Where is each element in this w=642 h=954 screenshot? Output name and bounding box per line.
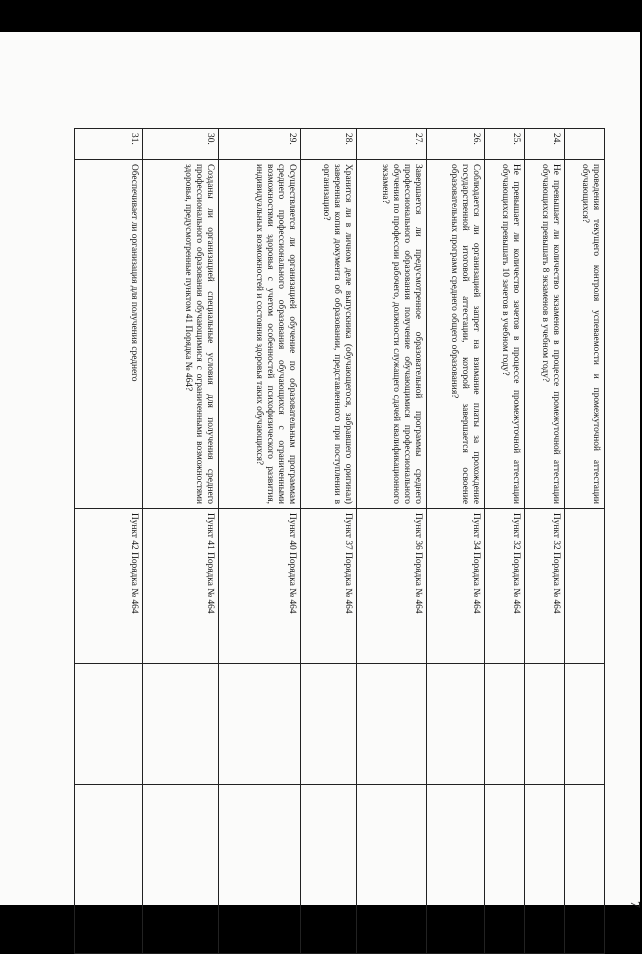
row-question: Созданы ли организацией специальные условия для получения среднего профессионального образования обучающимися с ограниченными возможностями здоровья, предусмотренные пунктом 41 Порядка № 464?	[143, 160, 219, 509]
row-answer-cell	[525, 664, 565, 785]
row-question: Соблюдается ли организацией запрет на взимание платы за прохождение государственной итоговой аттестации, которой завершается освоение образовательных программ среднего общего образования?	[427, 160, 485, 509]
table-row	[565, 129, 605, 954]
row-note-cell	[143, 785, 219, 954]
row-number: 28.	[301, 129, 357, 160]
checklist-table	[74, 128, 605, 954]
row-reference: Пункт 34 Порядка № 464	[427, 509, 485, 664]
row-number: 24.	[525, 129, 565, 160]
row-question: Осуществляется ли организацией обучение по образовательным программам среднего профессионального образования обучающихся с ограниченными возможностями здоровья с учетом особенностей психофизического развития, индивидуальных возможностей и состояния здоровья таких обучающихся?	[219, 160, 301, 509]
row-question: Завершается ли предусмотренное образовательной программы среднего профессионального образования получение обучающимися профессионального обучения по профессии рабочего, должности служащего сдачей квалификационного экзамена?	[357, 160, 427, 509]
row-note-cell	[565, 785, 605, 954]
row-number: 30.	[143, 129, 219, 160]
row-note-cell	[485, 785, 525, 954]
row-question: проведения текущего контроля успеваемости и промежуточной аттестации обучающихся?	[565, 160, 605, 509]
row-answer-cell	[427, 664, 485, 785]
row-question: Обеспечивает ли организация для получения среднего	[75, 160, 143, 509]
table-row	[427, 129, 485, 954]
row-note-cell	[219, 785, 301, 954]
row-reference: Пункт 41 Порядка № 464	[143, 509, 219, 664]
table-row	[525, 129, 565, 954]
row-answer-cell	[357, 664, 427, 785]
row-note-cell	[427, 785, 485, 954]
row-answer-cell	[75, 664, 143, 785]
row-note-cell	[525, 785, 565, 954]
row-answer-cell	[219, 664, 301, 785]
row-question: Не превышает ли количество экзаменов в процессе промежуточной аттестации обучающихся превышать 8 экзаменов в учебном году?	[525, 160, 565, 509]
page-number: 7	[627, 901, 642, 908]
row-number: 26.	[427, 129, 485, 160]
row-question: Не превышает ли количество зачетов в процессе промежуточной аттестации обучающихся превышать 10 зачетов в учебном году?	[485, 160, 525, 509]
row-note-cell	[75, 785, 143, 954]
scanned-page	[0, 32, 642, 908]
row-answer-cell	[143, 664, 219, 785]
row-reference: Пункт 40 Порядка № 464	[219, 509, 301, 664]
row-reference: Пункт 36 Порядка № 464	[357, 509, 427, 664]
table-row	[219, 129, 301, 954]
row-note-cell	[357, 785, 427, 954]
table-row	[75, 129, 143, 954]
table-row	[485, 129, 525, 954]
table-row	[357, 129, 427, 954]
row-answer-cell	[301, 664, 357, 785]
row-note-cell	[301, 785, 357, 954]
row-reference: Пункт 32 Порядка № 464	[525, 509, 565, 664]
row-number: 29.	[219, 129, 301, 160]
table-row	[301, 129, 357, 954]
table-row	[143, 129, 219, 954]
row-question: Хранится ли в личном деле выпускника (обучающегося, забравшего оригинал) заверенная копия документа об образовании, представленного при поступлении в организацию?	[301, 160, 357, 509]
row-number: 27.	[357, 129, 427, 160]
row-answer-cell	[565, 664, 605, 785]
row-reference: Пункт 32 Порядка № 464	[485, 509, 525, 664]
row-reference: Пункт 37 Порядка № 464	[301, 509, 357, 664]
row-number: 31.	[75, 129, 143, 160]
row-number: 25.	[485, 129, 525, 160]
rotated-content	[75, 128, 642, 908]
row-reference: Пункт 42 Порядка № 464	[75, 509, 143, 664]
row-answer-cell	[485, 664, 525, 785]
row-number	[565, 129, 605, 160]
row-reference	[565, 509, 605, 664]
